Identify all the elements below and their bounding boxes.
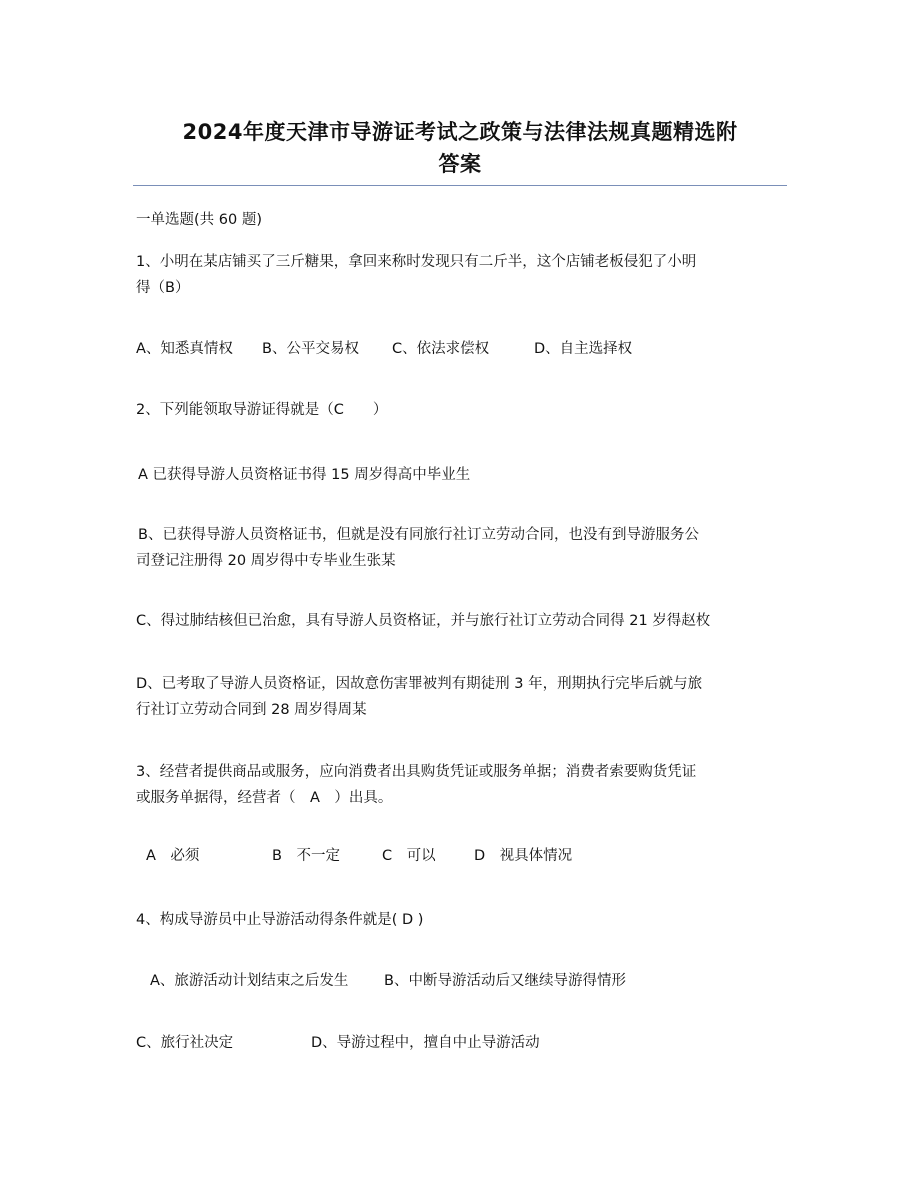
q2-option-a: A 已获得导游人员资格证书得 15 周岁得高中毕业生 [138,467,471,483]
q2-option-b-line-1: B、已获得导游人员资格证书，但就是没有同旅行社订立劳动合同，也没有到导游服务公 [138,527,699,543]
document-title [100,116,820,180]
title-line-1: 2024年度天津市导游证考试之政策与法律法规真题精选附 [182,120,738,144]
question-2-stem: 2、下列能领取导游证得就是（C ） [136,402,388,418]
question-3-line-2: 或服务单据得，经营者（ A ）出具。 [136,790,393,806]
q2-option-c: C、得过肺结核但已治愈，具有导游人员资格证，并与旅行社订立劳动合同得 21 岁得赵枚 [136,613,711,629]
question-3-line-1: 3、经营者提供商品或服务，应向消费者出具购货凭证或服务单据；消费者索要购货凭证 [136,764,697,780]
q4-option-b: B、中断导游活动后又继续导游得情形 [384,973,626,989]
question-1-line-2: 得（B） [136,280,190,296]
q4-option-a: A、旅游活动计划结束之后发生 [150,973,349,989]
q2-option-d-line-1: D、已考取了导游人员资格证，因故意伤害罪被判有期徒刑 3 年，刑期执行完毕后就与旅 [136,676,703,692]
q3-option-d: D 视具体情况 [474,848,573,864]
q4-option-d: D、导游过程中，擅自中止导游活动 [311,1035,540,1051]
q3-option-a: A 必须 [146,848,200,864]
question-4-stem: 4、构成导游员中止导游活动得条件就是( D ) [136,912,424,928]
question-1-options [136,336,788,362]
q1-option-d: D、自主选择权 [534,341,633,357]
q3-option-b: B 不一定 [272,848,340,864]
question-3-options [146,843,798,869]
title-divider [133,185,787,186]
question-4-options-row-2 [136,1030,788,1056]
q2-option-d [136,671,788,723]
q4-option-c: C、旅行社决定 [136,1035,234,1051]
question-1-line-1: 1、小明在某店铺买了三斤糖果，拿回来称时发现只有二斤半，这个店铺老板侵犯了小明 [136,254,697,270]
q1-option-c: C、依法求偿权 [392,341,490,357]
q2-option-d-line-2: 行社订立劳动合同到 28 周岁得周某 [136,702,367,718]
q2-option-b-line-2: 司登记注册得 20 周岁得中专毕业生张某 [136,553,396,569]
q1-option-a: A、知悉真情权 [136,341,233,357]
q2-option-b [138,522,790,574]
section-header: 一单选题(共 60 题) [136,212,262,228]
q3-option-c: C 可以 [382,848,436,864]
title-line-2: 答案 [438,152,482,176]
question-3 [136,759,788,811]
question-4-options-row-1 [150,968,802,994]
q1-option-b: B、公平交易权 [262,341,359,357]
question-1 [136,249,788,301]
